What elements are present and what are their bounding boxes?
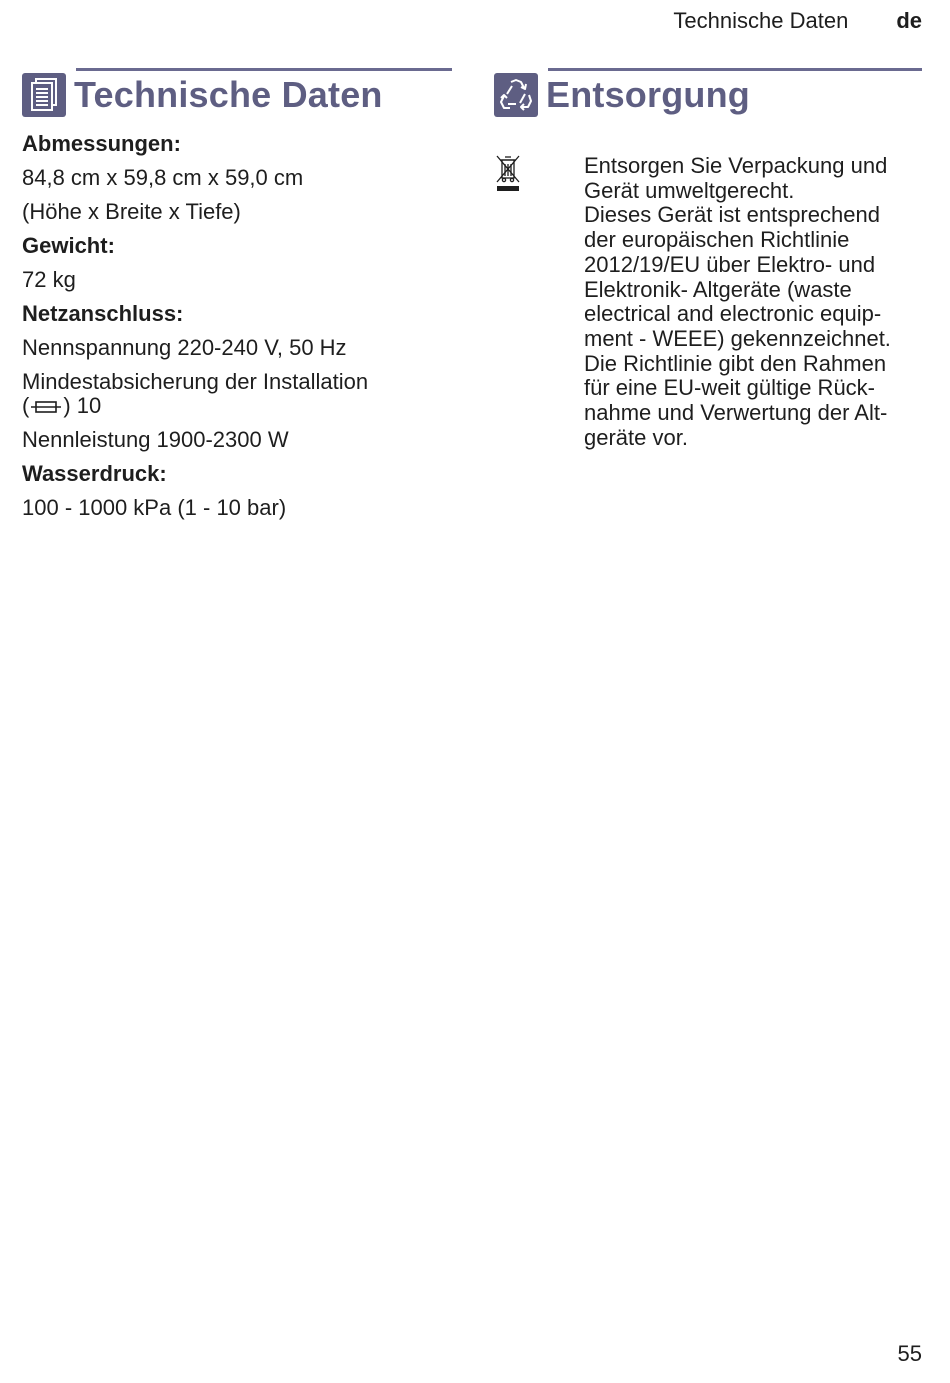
water-pressure-value: 100 - 1000 kPa (1 - 10 bar) [22, 495, 287, 520]
page-number: 55 [897, 1341, 922, 1366]
disposal-text [584, 154, 924, 450]
section-title: Technische Daten [74, 74, 383, 115]
text-line: der europäischen Richtlinie [584, 227, 850, 253]
disposal-heading [494, 70, 924, 120]
text-line: Elektronik- Altgeräte (waste [584, 276, 852, 302]
crossed-out-bin-icon [494, 154, 522, 194]
fuse-rating: ) 10 [63, 393, 102, 418]
disposal-content [494, 154, 924, 450]
power-label: Netzanschluss: [22, 301, 184, 326]
disposal-paragraph-1 [584, 154, 924, 203]
text-line: electrical and electronic equip- [584, 301, 882, 327]
voltage-value: Nennspannung 220-240 V, 50 Hz [22, 335, 347, 360]
text-line: für eine EU-weit gültige Rück- [584, 375, 876, 401]
section-title: Entsorgung [546, 74, 750, 115]
text-line: Dieses Gerät ist entsprechend [584, 202, 880, 228]
recycle-icon [494, 73, 538, 117]
document-icon [22, 73, 66, 117]
technical-data-heading [22, 70, 452, 120]
language-code: de [896, 8, 922, 33]
spec-list [22, 132, 452, 520]
fuse-line: Mindestabsicherung der Installation [22, 369, 369, 394]
fuse-amperage [22, 394, 452, 418]
text-line: Gerät umweltgerecht. [584, 177, 795, 203]
weight-value: 72 kg [22, 267, 76, 292]
dimensions-label: Abmessungen: [22, 131, 181, 156]
text-line: Die Richtlinie gibt den Rahmen [584, 350, 887, 376]
text-line: 2012/19/EU über Elektro- und [584, 251, 876, 277]
running-header-section: Technische Daten [673, 8, 849, 33]
text-line: ment - WEEE) gekennzeichnet. [584, 325, 891, 351]
disposal-section [494, 68, 924, 450]
rated-power-value: Nennleistung 1900-2300 W [22, 427, 289, 452]
heading-rule [548, 68, 922, 71]
disposal-paragraph-2 [584, 203, 924, 450]
text-line: nahme und Verwertung der Alt- [584, 400, 888, 426]
weight-label: Gewicht: [22, 233, 115, 258]
technical-data-section [22, 68, 452, 520]
water-pressure-label: Wasserdruck: [22, 461, 167, 486]
dimensions-value: 84,8 cm x 59,8 cm x 59,0 cm [22, 165, 304, 190]
fuse-icon [31, 400, 61, 414]
heading-rule [76, 68, 452, 71]
dimensions-note: (Höhe x Breite x Tiefe) [22, 199, 241, 224]
text-line: Entsorgen Sie Verpackung und [584, 153, 888, 178]
fuse-value [22, 370, 452, 418]
fuse-paren: ( [22, 393, 30, 418]
text-line: geräte vor. [584, 424, 688, 450]
running-header [673, 8, 922, 34]
